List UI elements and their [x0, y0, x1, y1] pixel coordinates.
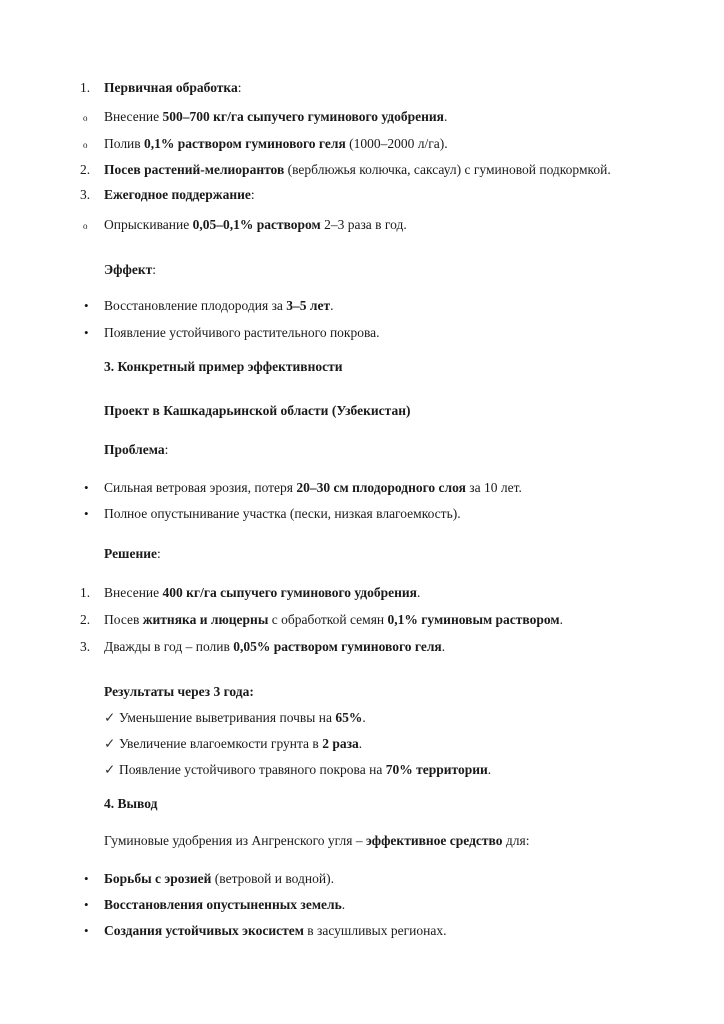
- bullet-item: Появление устойчивого растительного покрова.: [104, 325, 380, 340]
- list-item: Первичная обработка:: [104, 80, 242, 95]
- bullet-item: Полное опустынивание участка (пески, низкая влагоемкость).: [104, 506, 461, 521]
- sub-list-item: Внесение 500–700 кг/га сыпучего гуминового удобрения.: [104, 109, 448, 124]
- check-icon: ✓: [104, 762, 116, 777]
- section-heading: 3. Конкретный пример эффективности: [104, 359, 343, 374]
- list-item: Посев растений-мелиорантов (верблюжья колючка, саксаул) с гуминовой подкормкой.: [104, 162, 611, 177]
- effect-heading: Эффект:: [104, 262, 157, 277]
- list-number: 2.: [80, 162, 91, 177]
- list-number: 2.: [80, 612, 91, 627]
- section-heading: 4. Вывод: [104, 796, 158, 811]
- bullet-item: Создания устойчивых экосистем в засушливых регионах.: [104, 923, 447, 938]
- bullet-icon: •: [84, 897, 89, 912]
- list-number: 3.: [80, 187, 91, 202]
- bullet-item: Борьбы с эрозией (ветровой и водной).: [104, 871, 334, 886]
- circle-bullet-icon: o: [83, 140, 88, 150]
- check-item: ✓ Увеличение влагоемкости грунта в 2 раза.: [104, 736, 363, 751]
- list-number: 1.: [80, 80, 91, 95]
- sub-list-item: Полив 0,1% раствором гуминового геля (1000–2000 л/га).: [104, 136, 448, 151]
- results-heading: Результаты через 3 года:: [104, 684, 254, 699]
- bullet-icon: •: [84, 298, 89, 313]
- sub-list-item: Опрыскивание 0,05–0,1% раствором 2–3 раза в год.: [104, 217, 407, 232]
- bullet-icon: •: [84, 506, 89, 521]
- check-icon: ✓: [104, 710, 116, 725]
- list-item: Дважды в год – полив 0,05% раствором гуминового геля.: [104, 639, 446, 654]
- list-number: 3.: [80, 639, 91, 654]
- check-item: ✓ Уменьшение выветривания почвы на 65%.: [104, 710, 366, 725]
- list-item: Ежегодное поддержание:: [104, 187, 255, 202]
- solution-heading: Решение:: [104, 546, 161, 561]
- bullet-icon: •: [84, 480, 89, 495]
- project-heading: Проект в Кашкадарьинской области (Узбекистан): [104, 403, 411, 418]
- list-item: Внесение 400 кг/га сыпучего гуминового удобрения.: [104, 585, 421, 600]
- problem-heading: Проблема:: [104, 442, 169, 457]
- bullet-icon: •: [84, 325, 89, 340]
- bullet-item: Сильная ветровая эрозия, потеря 20–30 см плодородного слоя за 10 лет.: [104, 480, 522, 495]
- bullet-icon: •: [84, 923, 89, 938]
- bullet-item: Восстановления опустыненных земель.: [104, 897, 346, 912]
- list-number: 1.: [80, 585, 91, 600]
- check-icon: ✓: [104, 736, 116, 751]
- list-item: Посев житняка и люцерны с обработкой семян 0,1% гуминовым раствором.: [104, 612, 563, 627]
- circle-bullet-icon: o: [83, 113, 88, 123]
- bullet-icon: •: [84, 871, 89, 886]
- conclusion-intro: Гуминовые удобрения из Ангренского угля – эффективное средство для:: [104, 833, 530, 848]
- circle-bullet-icon: o: [83, 221, 88, 231]
- bullet-item: Восстановление плодородия за 3–5 лет.: [104, 298, 334, 313]
- check-item: ✓ Появление устойчивого травяного покрова на 70% территории.: [104, 762, 492, 777]
